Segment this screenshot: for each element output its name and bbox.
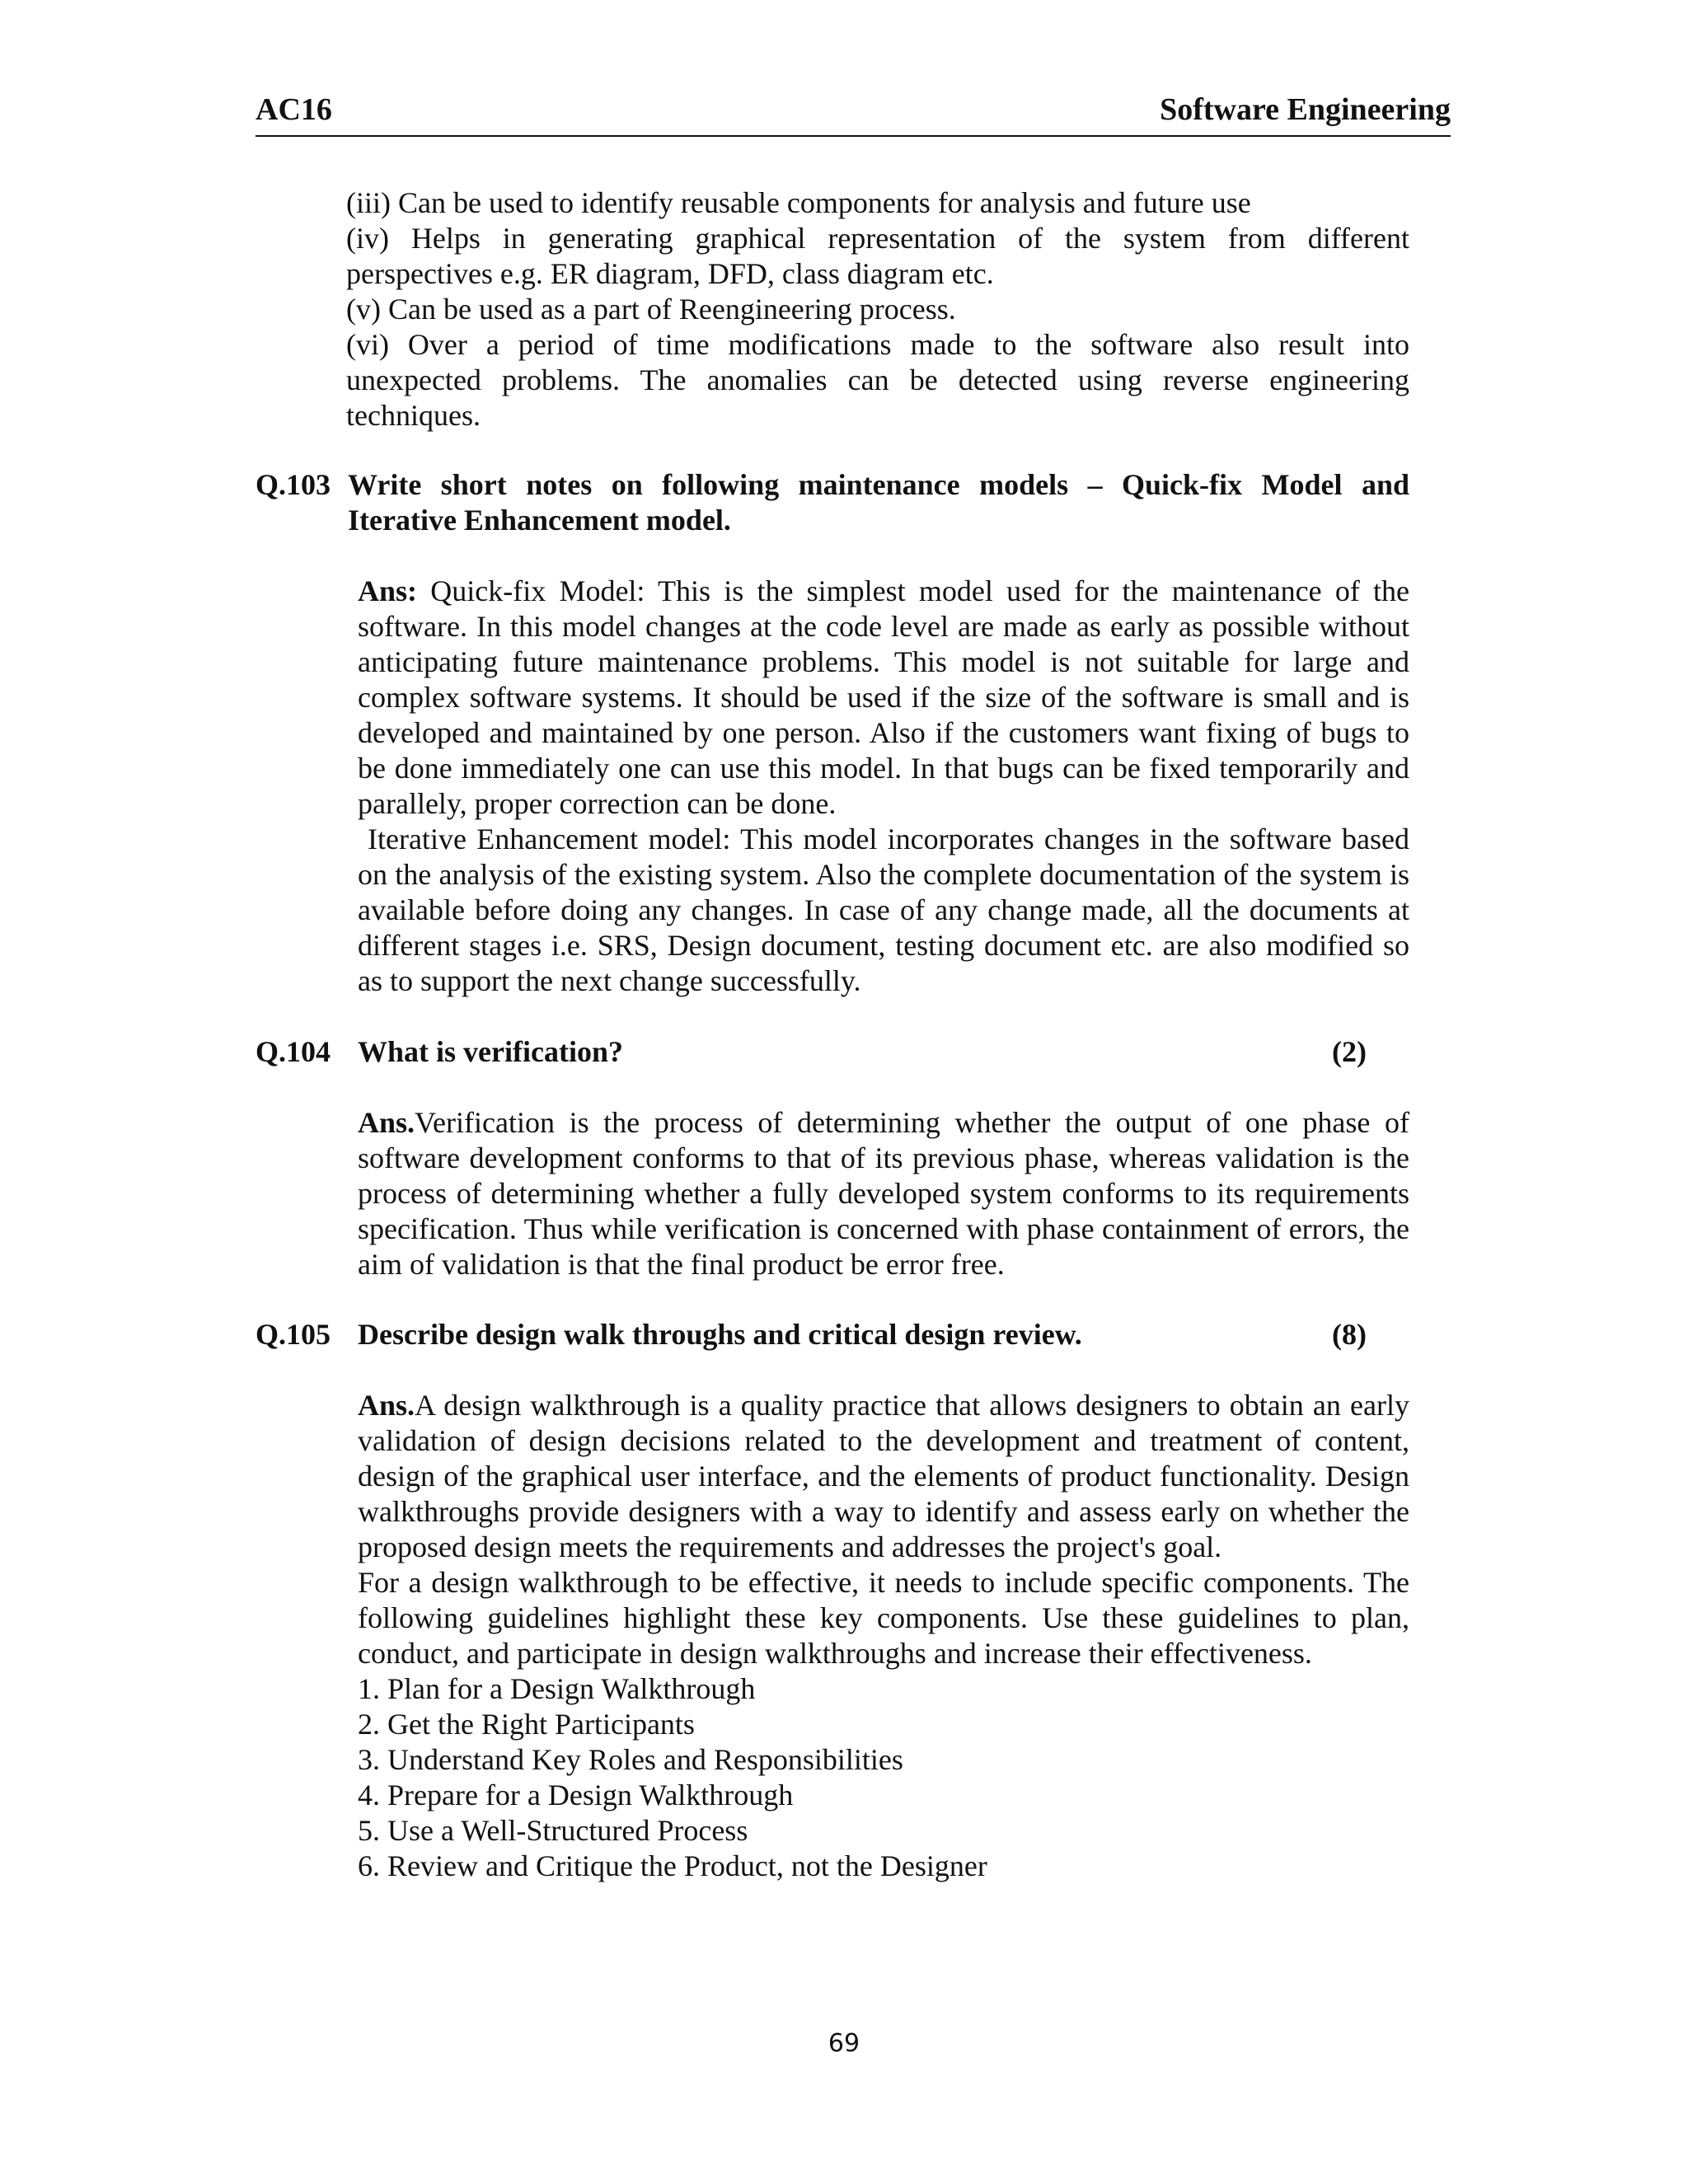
question-marks: (8) (1332, 1318, 1367, 1351)
answer-label: Ans: (358, 574, 418, 607)
answer-label: Ans. (358, 1106, 415, 1139)
intro-line: (v) Can be used as a part of Reengineering process. (346, 293, 956, 326)
list-item: 4. Prepare for a Design Walkthrough (358, 1779, 794, 1811)
intro-line: (iv) Helps in generating graphical representation of the system from different (346, 222, 1409, 255)
answer-103 (358, 574, 1409, 999)
question-number: Q.104 (256, 1035, 331, 1068)
intro-line: (iii) Can be used to identify reusable components for analysis and future use (346, 186, 1251, 219)
guideline-list (358, 1671, 1409, 1884)
header-subject: Software Engineering (1160, 92, 1451, 127)
question-text: Describe design walk throughs and critical design review. (358, 1318, 1082, 1351)
intro-section (346, 185, 1409, 434)
answer-paragraph: For a design walkthrough to be effective, it needs to include specific components. The following guidelines highlight these key components. Use these guidelines to plan, conduct, and participate in design walkthroughs and increase their effectiveness. (358, 1566, 1409, 1670)
list-item: 5. Use a Well-Structured Process (358, 1814, 748, 1847)
question-105 (256, 1317, 1409, 1354)
answer-paragraph (358, 574, 1409, 822)
intro-line: perspectives e.g. ER diagram, DFD, class diagram etc. (346, 257, 994, 290)
intro-line: unexpected problems. The anomalies can be detected using reverse engineering (346, 363, 1409, 396)
page-number: 69 (828, 2029, 860, 2058)
list-item: 3. Understand Key Roles and Responsibilities (358, 1743, 903, 1776)
answer-paragraph (358, 1388, 1409, 1565)
question-number: Q.105 (256, 1318, 331, 1351)
answer-105 (358, 1388, 1409, 1884)
answer-text: Verification is the process of determining whether the output of one phase of software development conforms to that of its previous phase, whereas validation is the process of determining whether a fully developed system conforms to its requirements specification. Thus while verification is concerned with phase containment of errors, the aim of validation is that the final product be error free. (358, 1106, 1409, 1281)
list-item: 1. Plan for a Design Walkthrough (358, 1672, 756, 1705)
question-marks: (2) (1332, 1035, 1367, 1068)
question-line: Iterative Enhancement model. (348, 504, 731, 537)
header-course-code: AC16 (256, 92, 332, 127)
list-item: 2. Get the Right Participants (358, 1708, 695, 1741)
question-line: Write short notes on following maintenance models – Quick-fix Model and (348, 468, 1409, 501)
question-103 (256, 467, 1409, 541)
page-header (256, 89, 1451, 137)
answer-paragraph: Iterative Enhancement model: This model incorporates changes in the software based on the analysis of the existing system. Also the complete documentation of the system is available before doing any changes. In case of any change made, all the documents at different stages i.e. SRS, Design document, testing document etc. are also modified so as to support the next change successfully. (358, 823, 1409, 997)
intro-line: (vi) Over a period of time modifications made to the software also result into (346, 328, 1409, 361)
answer-label: Ans. (358, 1389, 415, 1422)
question-104 (256, 1034, 1409, 1071)
answer-text: A design walkthrough is a quality practice that allows designers to obtain an early validation of design decisions related to the development and treatment of content, design of the graphical user interface, and the elements of product functionality. Design walkthroughs provide designers with a way to identify and assess early on whether the proposed design meets the requirements and addresses the project's goal. (358, 1389, 1409, 1563)
answer-text: Quick-fix Model: This is the simplest model used for the maintenance of the software. In this model changes at the code level are made as early as possible without anticipating future maintenance problems. This model is not suitable for large and complex software systems. It should be used if the size of the software is small and is developed and maintained by one person. Also if the customers want fixing of bugs to be done immediately one can use this model. In that bugs can be fixed temporarily and parallely, proper correction can be done. (358, 574, 1410, 820)
question-number: Q.103 (256, 468, 331, 501)
list-item: 6. Review and Critique the Product, not the Designer (358, 1849, 987, 1882)
question-text: What is verification? (358, 1035, 623, 1068)
answer-104 (358, 1105, 1409, 1282)
intro-line: techniques. (346, 399, 481, 432)
question-text (348, 467, 1409, 538)
